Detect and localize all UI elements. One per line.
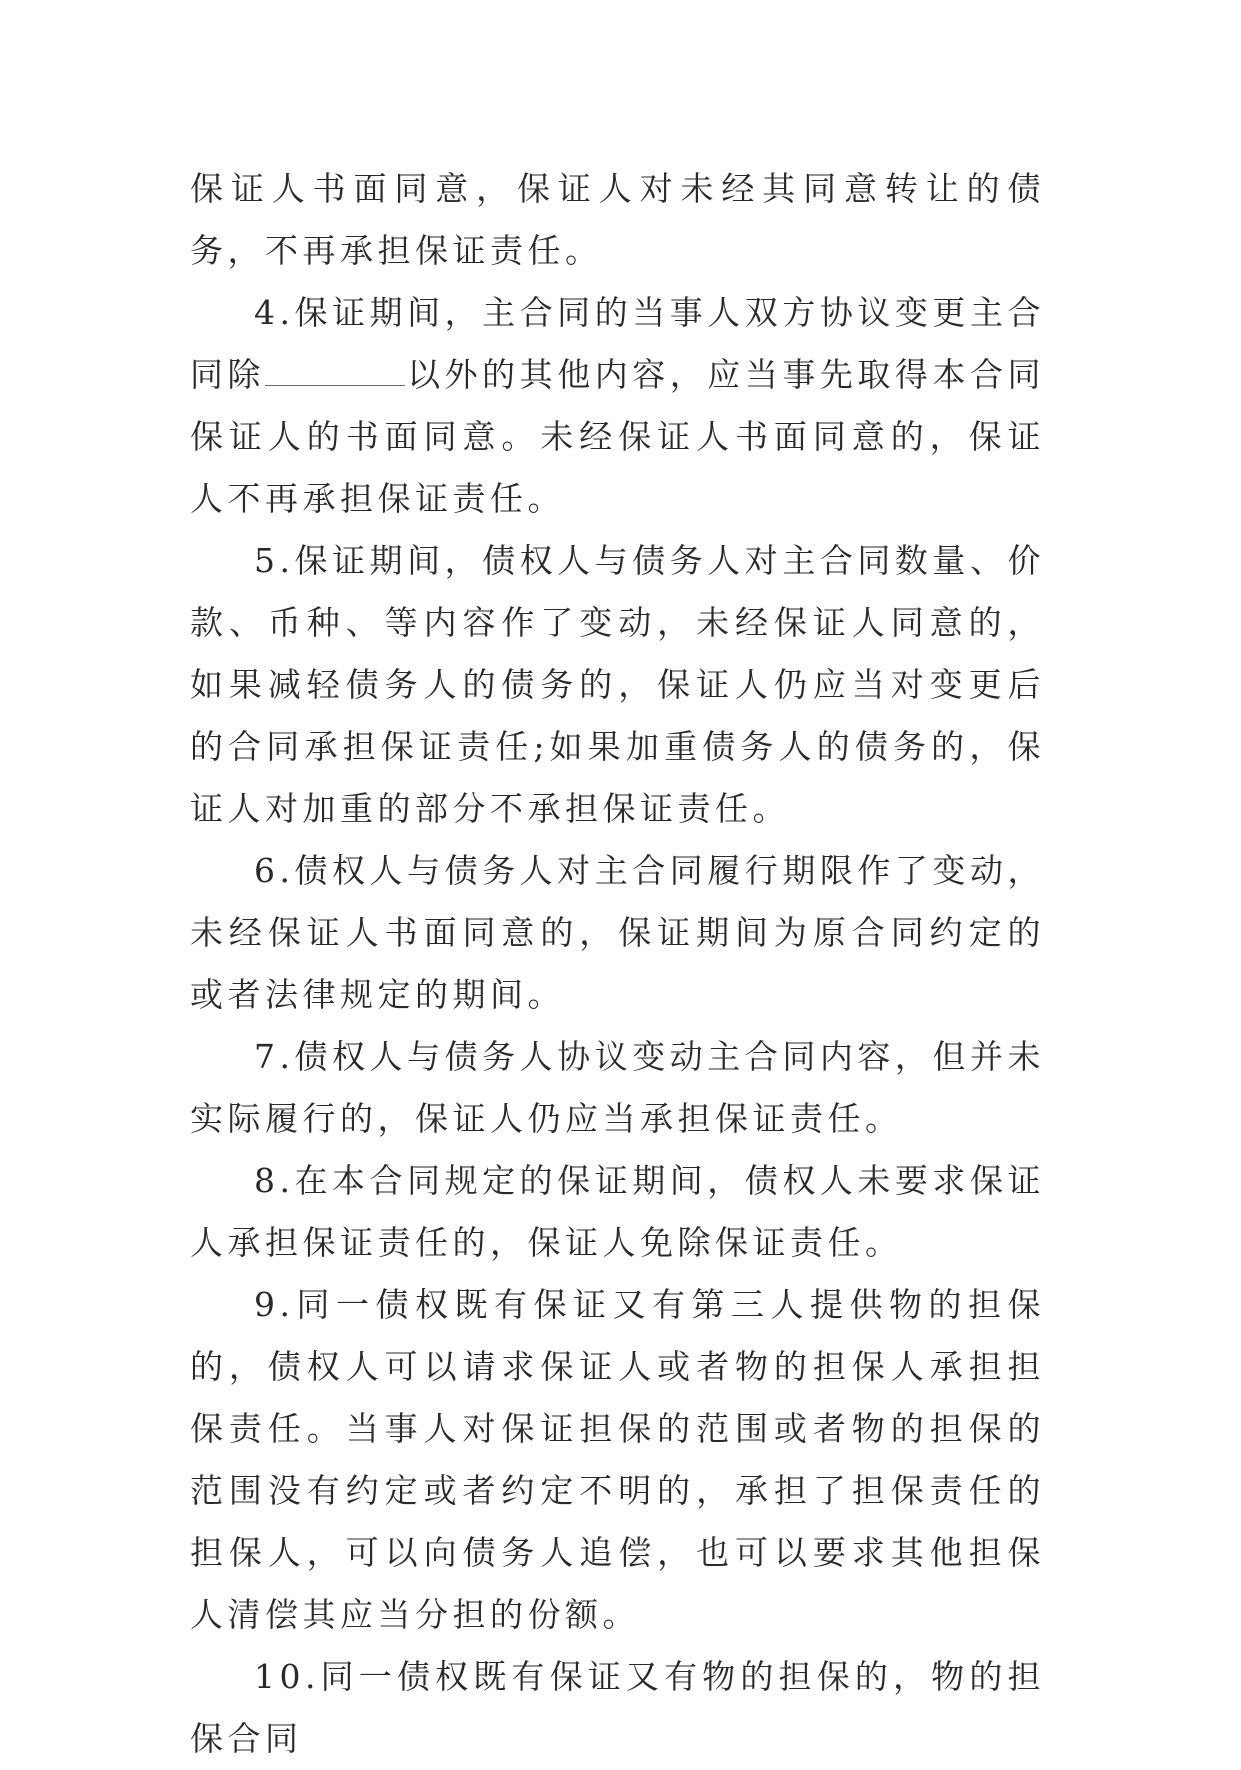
paragraph-4-text-before: 4.保证期间，主合同的当事人双方协议变更主合同除 bbox=[190, 293, 1045, 394]
paragraph-7: 7.债权人与债务人协议变动主合同内容，但并未实际履行的，保证人仍应当承担保证责任。 bbox=[190, 1037, 1045, 1138]
fill-in-blank bbox=[265, 355, 405, 386]
paragraph-continued: 保证人书面同意，保证人对未经其同意转让的债务，不再承担保证责任。 bbox=[190, 169, 1045, 270]
document-page bbox=[190, 158, 1045, 1770]
paragraph-4-text-after: 以外的其他内容，应当事先取得本合同保证人的书面同意。未经保证人书面同意的，保证人不再承担保证责任。 bbox=[190, 355, 1046, 518]
paragraph-9: 9.同一债权既有保证又有第三人提供物的担保的，债权人可以请求保证人或者物的担保人承担担保责任。当事人对保证担保的范围或者物的担保的范围没有约定或者约定不明的，承担了担保责任的担保人，可以向债务人追偿，也可以要求其他担保人清偿其应当分担的份额。 bbox=[190, 1285, 1045, 1634]
paragraph-8: 8.在本合同规定的保证期间，债权人未要求保证人承担保证责任的，保证人免除保证责任。 bbox=[190, 1161, 1045, 1262]
paragraph-6: 6.债权人与债务人对主合同履行期限作了变动，未经保证人书面同意的，保证期间为原合同约定的或者法律规定的期间。 bbox=[190, 851, 1045, 1014]
paragraph-10: 10.同一债权既有保证又有物的担保的，物的担保合同 bbox=[190, 1657, 1045, 1758]
paragraph-4 bbox=[190, 282, 1045, 530]
paragraph-5: 5.保证期间，债权人与债务人对主合同数量、价款、币种、等内容作了变动，未经保证人同意的，如果减轻债务人的债务的，保证人仍应当对变更后的合同承担保证责任;如果加重债务人的债务的，保证人对加重的部分不承担保证责任。 bbox=[190, 541, 1045, 828]
